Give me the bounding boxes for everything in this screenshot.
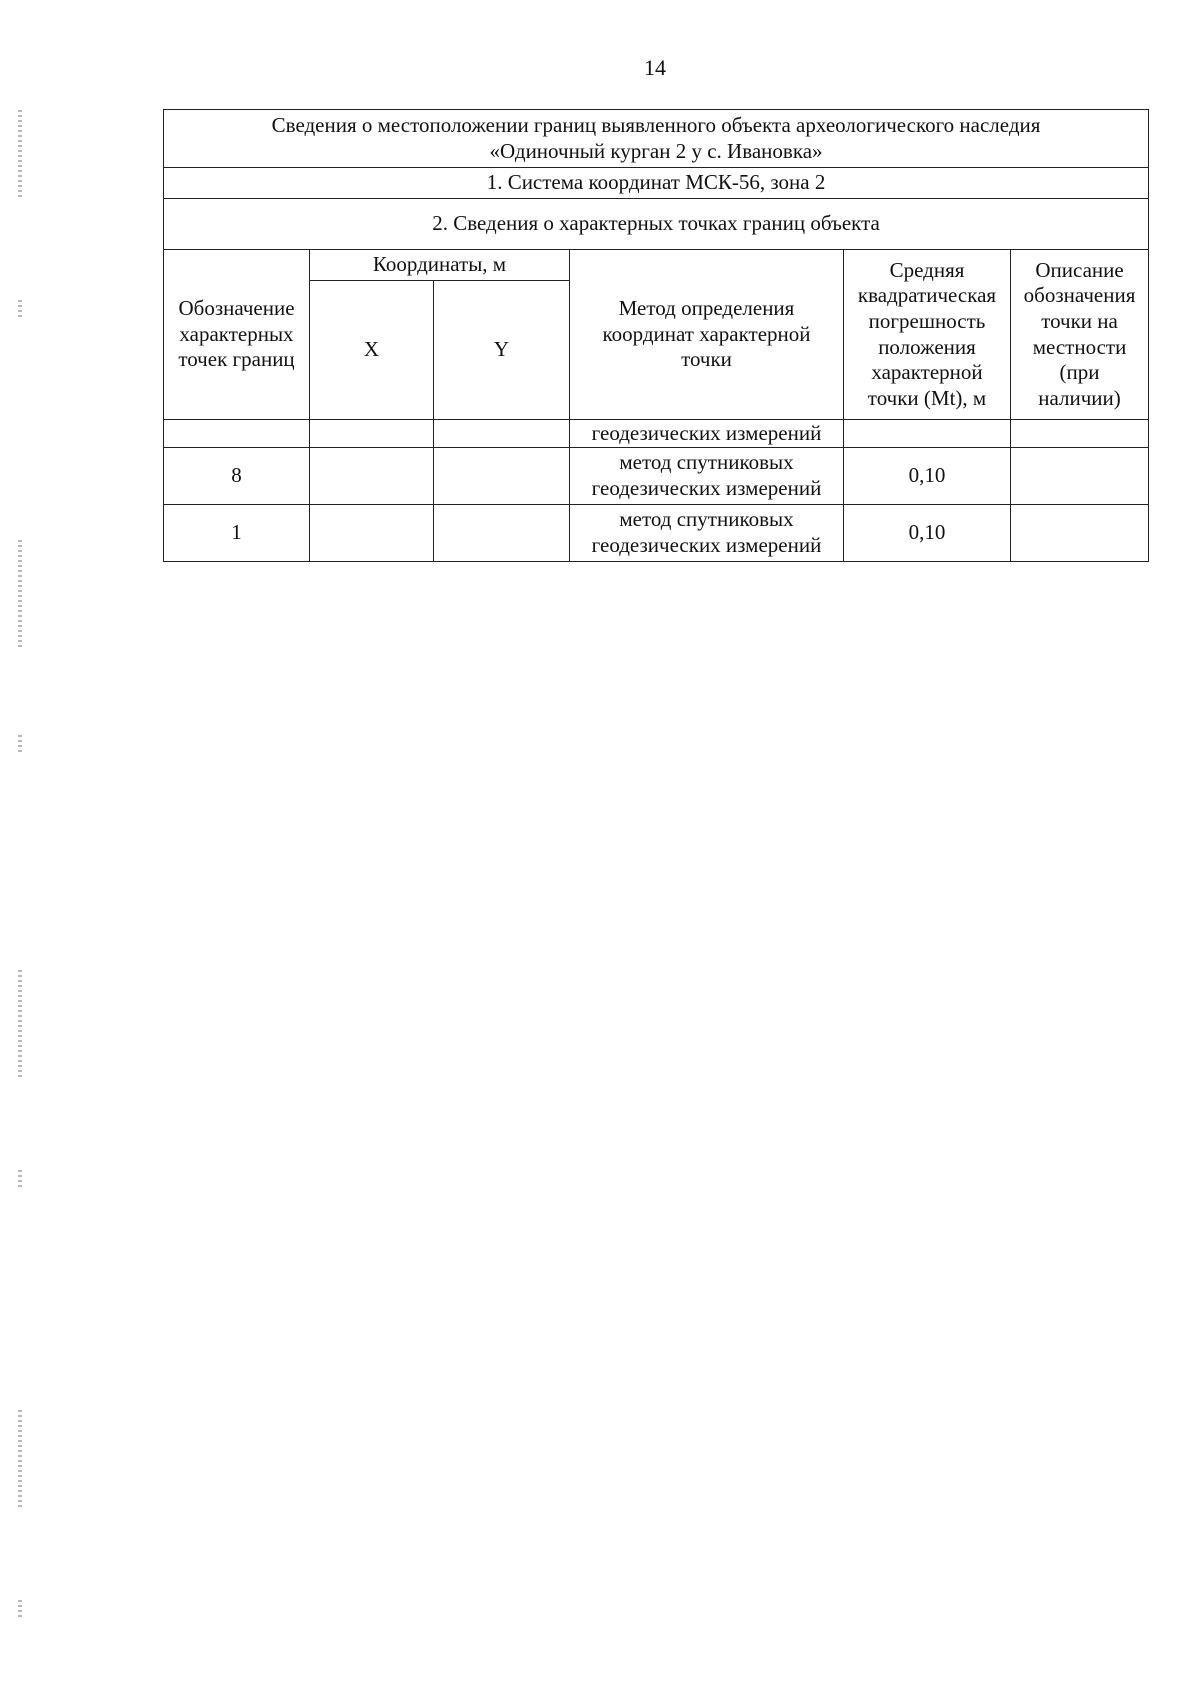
boundary-points-table — [163, 109, 1149, 562]
header-description — [1011, 250, 1149, 420]
page-number: 14 — [644, 55, 666, 80]
cell-designation: 1 — [164, 505, 310, 562]
header-text: местности — [1032, 334, 1127, 359]
table-title-row — [164, 110, 1149, 168]
cell-method-line: метод спутниковых — [619, 507, 794, 532]
header-text: Средняя — [889, 257, 965, 282]
header-y: Y — [434, 281, 570, 420]
header-designation — [164, 250, 310, 420]
header-text: положения — [878, 334, 976, 359]
header-text: точек границ — [178, 347, 295, 372]
header-text: Метод определения — [618, 296, 795, 321]
cell-method-line: геодезических измерений — [591, 476, 822, 500]
scan-edge-mark — [18, 300, 22, 320]
cell-method-line: метод спутниковых — [619, 450, 794, 475]
header-text: точки на — [1041, 308, 1118, 333]
cell-designation — [164, 420, 310, 448]
cell-x — [310, 505, 434, 562]
cell-method-line: геодезических измерений — [591, 533, 822, 557]
table-row — [164, 448, 1149, 505]
cell-y — [434, 420, 570, 448]
points-info: 2. Сведения о характерных точках границ объекта — [164, 199, 1149, 250]
scan-edge-mark — [18, 110, 22, 200]
table-title-line: Сведения о местоположении границ выявленного объекта археологического наследия — [271, 112, 1041, 137]
scan-edge-mark — [18, 540, 22, 650]
cell-method — [570, 448, 844, 505]
cell-error: 0,10 — [844, 505, 1011, 562]
cell-x — [310, 448, 434, 505]
header-text: координат характерной — [602, 321, 811, 346]
cell-y — [434, 448, 570, 505]
scan-edge-mark — [18, 970, 22, 1080]
header-text: обозначения — [1023, 283, 1136, 308]
cell-description — [1011, 505, 1149, 562]
cell-y — [434, 505, 570, 562]
header-text: квадратическая — [857, 283, 997, 308]
cell-error — [844, 420, 1011, 448]
header-text: Описание — [1035, 257, 1124, 282]
scan-edge-mark — [18, 1170, 22, 1190]
table-row — [164, 505, 1149, 562]
header-error — [844, 250, 1011, 420]
table-header-row — [164, 250, 1149, 281]
cell-designation: 8 — [164, 448, 310, 505]
header-x: X — [310, 281, 434, 420]
table-title — [164, 110, 1149, 168]
header-coordinates: Координаты, м — [310, 250, 570, 281]
header-text: характерных — [179, 321, 294, 346]
header-text: наличии) — [1038, 385, 1121, 410]
cell-method: геодезических измерений — [570, 420, 844, 448]
header-text: Обозначение — [178, 296, 295, 321]
cell-method — [570, 505, 844, 562]
scan-edge-mark — [18, 735, 22, 755]
header-method — [570, 250, 844, 420]
cell-x — [310, 420, 434, 448]
scan-edge-mark — [18, 1410, 22, 1510]
cell-description — [1011, 420, 1149, 448]
points-info-row — [164, 199, 1149, 250]
table-row — [164, 420, 1149, 448]
cell-description — [1011, 448, 1149, 505]
header-text: (при — [1059, 360, 1100, 385]
cell-error: 0,10 — [844, 448, 1011, 505]
header-text: точки (Mt), м — [867, 385, 987, 410]
header-text: погрешность — [868, 308, 986, 333]
header-text: характерной — [871, 360, 983, 385]
header-text: точки — [681, 347, 732, 372]
table-title-object-name: «Одиночный курган 2 у с. Ивановка» — [489, 138, 823, 163]
coordinate-system: 1. Система координат МСК-56, зона 2 — [164, 168, 1149, 199]
coordinate-system-row — [164, 168, 1149, 199]
scan-edge-mark — [18, 1600, 22, 1620]
